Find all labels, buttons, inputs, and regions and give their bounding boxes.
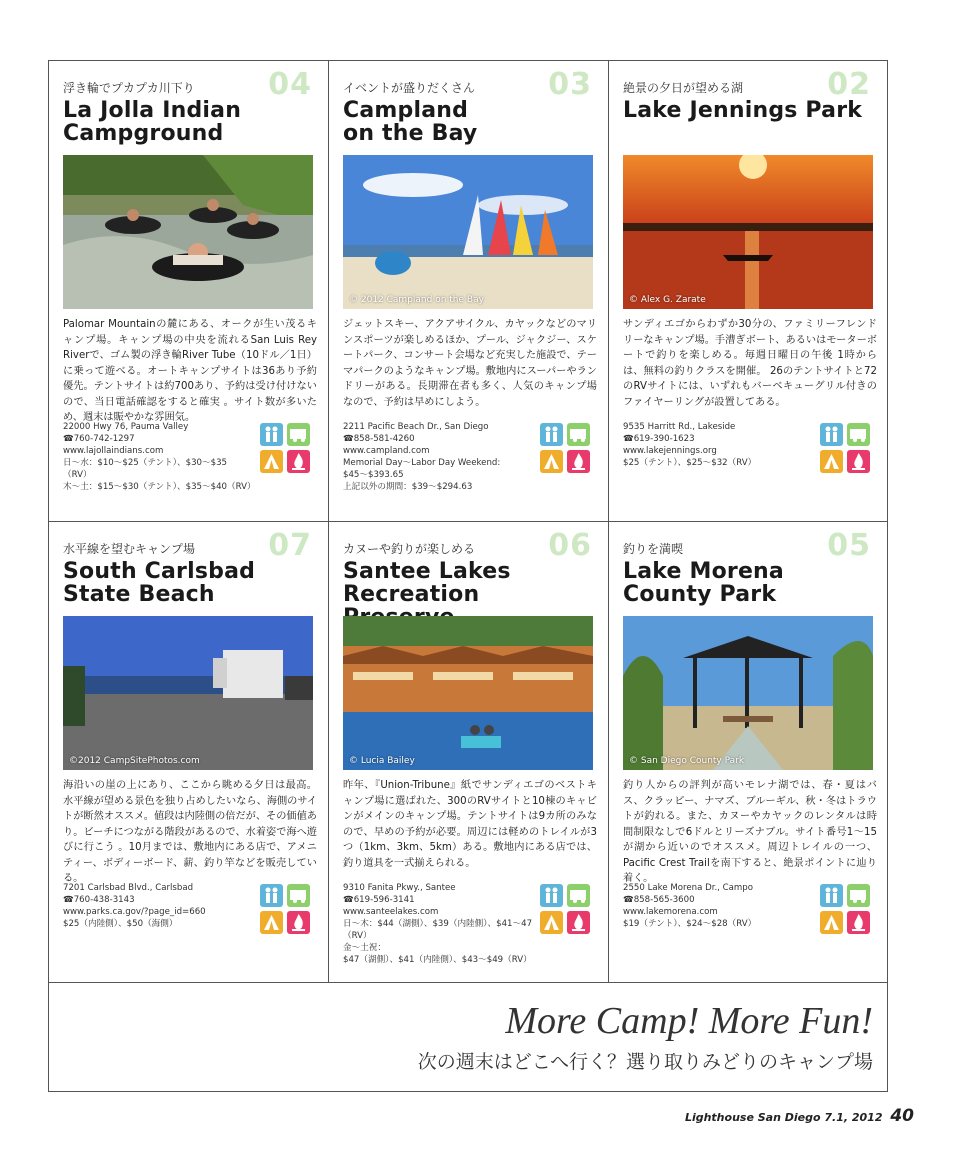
card-number: 04 (268, 67, 312, 102)
campfire-icon (847, 911, 870, 934)
card-contact-info: 2550 Lake Morena Dr., Campo ☎858-565-3600 www.lakemorena.com $19（テント）、$24～$28（RV） (623, 883, 757, 929)
photo-credit: © 2012 Campland on the Bay (349, 295, 484, 305)
rv-icon (287, 423, 310, 446)
tent-icon (820, 911, 843, 934)
campfire-icon (567, 450, 590, 473)
card-photo (343, 155, 593, 309)
card-contact-info: 22000 Hwy 76, Pauma Valley ☎760-742-1297 www.lajollaindians.com 日～水：$10～$25（テント）、$30～$35（RV） 木～土：$15～$30（テント）、$35～$40（RV） (63, 422, 256, 492)
card-contact-info: 9310 Fanita Pkwy., Santee ☎619-596-3141 www.santeelakes.com 日～木：$44（湖側）、$39（内陸側）、$41～47（RV） 金～土祝： $47（湖側）、$41（内陸側）、$43～$49（RV） (343, 883, 533, 965)
tent-icon (540, 911, 563, 934)
campfire-icon (287, 450, 310, 473)
card-description: 釣り人からの評判が高いモレナ湖では、春・夏はバス、クラッピー、ナマズ、ブルーギル、秋・冬はトラウトが釣れる。また、カヌーやカヤックのレンタルは時間制限なしで6ドルとリーズナブル。サイト番号1～15が湖から近いのでオススメ。周辺トレイルの一つ、Pacific Crest Trailを南下すると、絶景ポイントに辿り着く。 (623, 780, 877, 884)
campground-card (609, 522, 887, 983)
card-tagline: 絶景の夕日が望める湖 (623, 81, 744, 95)
amenity-icons (820, 423, 872, 475)
card-title: Campland on the Bay (343, 98, 478, 146)
family-icon (820, 884, 843, 907)
card-photo (343, 616, 593, 770)
photo-credit: © Alex G. Zarate (629, 295, 706, 305)
amenity-icons (820, 884, 872, 936)
campfire-icon (287, 911, 310, 934)
card-number: 06 (548, 528, 592, 563)
card-number: 07 (268, 528, 312, 563)
card-description: 海沿いの崖の上にあり、ここから眺める夕日は最高。水平線が望める景色を独り占めしたいなら、海側のサイトが断然オススメ。値段は内陸側の倍だが、その価値あり。ビーチにつながる階段があるので、水着姿で海へ遊びに行こう 。10月までは、敷地内にある店で、アメニティー、ボディーボード、薪、釣り竿などを販売している。 (63, 780, 317, 884)
campground-card (49, 61, 329, 522)
card-description: サンディエゴからわずか30分の、ファミリーフレンドリーなキャンプ場。手漕ぎボート、あるいはモーターボートで釣りを楽しめる。毎週日曜日の午後 1時からは、無料の釣りクラスを開催。 26のテントサイトと72のRVサイトには、いずれもバーベキューグリル付きのファイヤーリングが設置してある。 (623, 319, 877, 408)
family-icon (540, 884, 563, 907)
family-icon (540, 423, 563, 446)
card-title: Santee Lakes Recreation (343, 559, 511, 607)
rv-icon (847, 884, 870, 907)
card-contact-info: 7201 Carlsbad Blvd., Carlsbad ☎760-438-3143 www.parks.ca.gov/?page_id=660 $25（内陸側）、$50（海側） (63, 883, 206, 929)
amenity-icons (260, 423, 312, 475)
tent-icon (540, 450, 563, 473)
campfire-icon (847, 450, 870, 473)
photo-credit: © Lucia Bailey (349, 756, 415, 766)
campground-card (49, 522, 329, 983)
card-description: ジェットスキー、アクアサイクル、カヤックなどのマリンスポーツが楽しめるほか、プール、ジャクジー、スケートパーク、コンサート会場など充実した施設で、テーマパークのようなキャンプ場。敷地内にスーパーやランドリーがある。長期滞在者も多く、人気のキャンプ場なので、予約は早めにしよう。 (343, 319, 597, 408)
amenity-icons (540, 423, 592, 475)
card-description: 昨年、『Union-Tribune』紙でサンディエゴのベストキャンプ場に選ばれた、300のRVサイトと10棟のキャビンがメインのキャンプ場。テントサイトは9カ所のみなので、早めの予約が必要。周辺には軽めのトレイルが3つ（1km、3km、5km）ある。敷地内にある店では、釣り道具を一式揃えられる。 (343, 780, 597, 869)
family-icon (820, 423, 843, 446)
card-contact-info: 9535 Harritt Rd., Lakeside ☎619-390-1623 www.lakejennings.org $25（テント）、$25～$32（RV） (623, 422, 757, 468)
card-tagline: 水平線を望むキャンプ場 (63, 542, 196, 556)
card-number: 05 (827, 528, 871, 563)
card-number: 02 (827, 67, 871, 102)
family-icon (260, 423, 283, 446)
card-tagline: 浮き輪でプカプカ川下り (63, 81, 195, 95)
rv-icon (567, 884, 590, 907)
card-photo (623, 155, 873, 309)
tent-icon (260, 911, 283, 934)
card-title: South Carlsbad State Beach (63, 559, 256, 607)
page-number: 40 (890, 1106, 914, 1126)
rv-icon (567, 423, 590, 446)
campground-card (329, 61, 609, 522)
card-title: Lake Morena County Park (623, 559, 784, 607)
banner-subtitle: 次の週末はどこへ行く？選り取りみどりのキャンプ場 (417, 1051, 873, 1073)
campground-card (329, 522, 609, 983)
amenity-icons (540, 884, 592, 936)
campground-card (609, 61, 887, 522)
card-tagline: 釣りを満喫 (623, 542, 684, 556)
publication-name: Lighthouse San Diego 7.1, 2012 (684, 1111, 883, 1124)
card-grid (49, 61, 887, 983)
tent-icon (820, 450, 843, 473)
card-photo (623, 616, 873, 770)
card-contact-info: 2211 Pacific Beach Dr., San Diego ☎858-581-4260 www.campland.com Memorial Day～Labor Day Weekend: $45～$393.65 上記以外の期間：$39～$294.63 (343, 422, 501, 492)
card-tagline: イベントが盛りだくさん (343, 81, 476, 95)
campfire-icon (567, 911, 590, 934)
page-frame (48, 60, 888, 1092)
banner (49, 983, 887, 1091)
card-photo (63, 155, 313, 309)
card-title: Lake Jennings Park (623, 98, 863, 123)
card-photo (63, 616, 313, 770)
photo-credit: © San Diego County Park (629, 756, 745, 766)
photo-credit: ©2012 CampSitePhotos.com (69, 756, 200, 766)
card-tagline: カヌーや釣りが楽しめる (343, 542, 476, 556)
rv-icon (847, 423, 870, 446)
card-description: Palomar Mountainの麓にある、オークが生い茂るキャンプ場。キャンプ場の中央を流れるSan Luis Rey Riverで、ゴム製の浮き輪River Tube（10ドル／1日）に乗って遊べる。オートキャンプサイトは36あり予約優先。テントサイトは約700あり、予約は受け付けないので、当日電話確認をすると確実 。サイト数が多いため、週末は賑やかな雰囲気。 (63, 319, 317, 423)
family-icon (260, 884, 283, 907)
page-footer (685, 1106, 914, 1126)
tent-icon (260, 450, 283, 473)
banner-headline: More Camp! More Fun! (505, 1000, 873, 1042)
card-number: 03 (548, 67, 592, 102)
rv-icon (287, 884, 310, 907)
amenity-icons (260, 884, 312, 936)
card-title: La Jolla Indian Campground (63, 98, 242, 146)
